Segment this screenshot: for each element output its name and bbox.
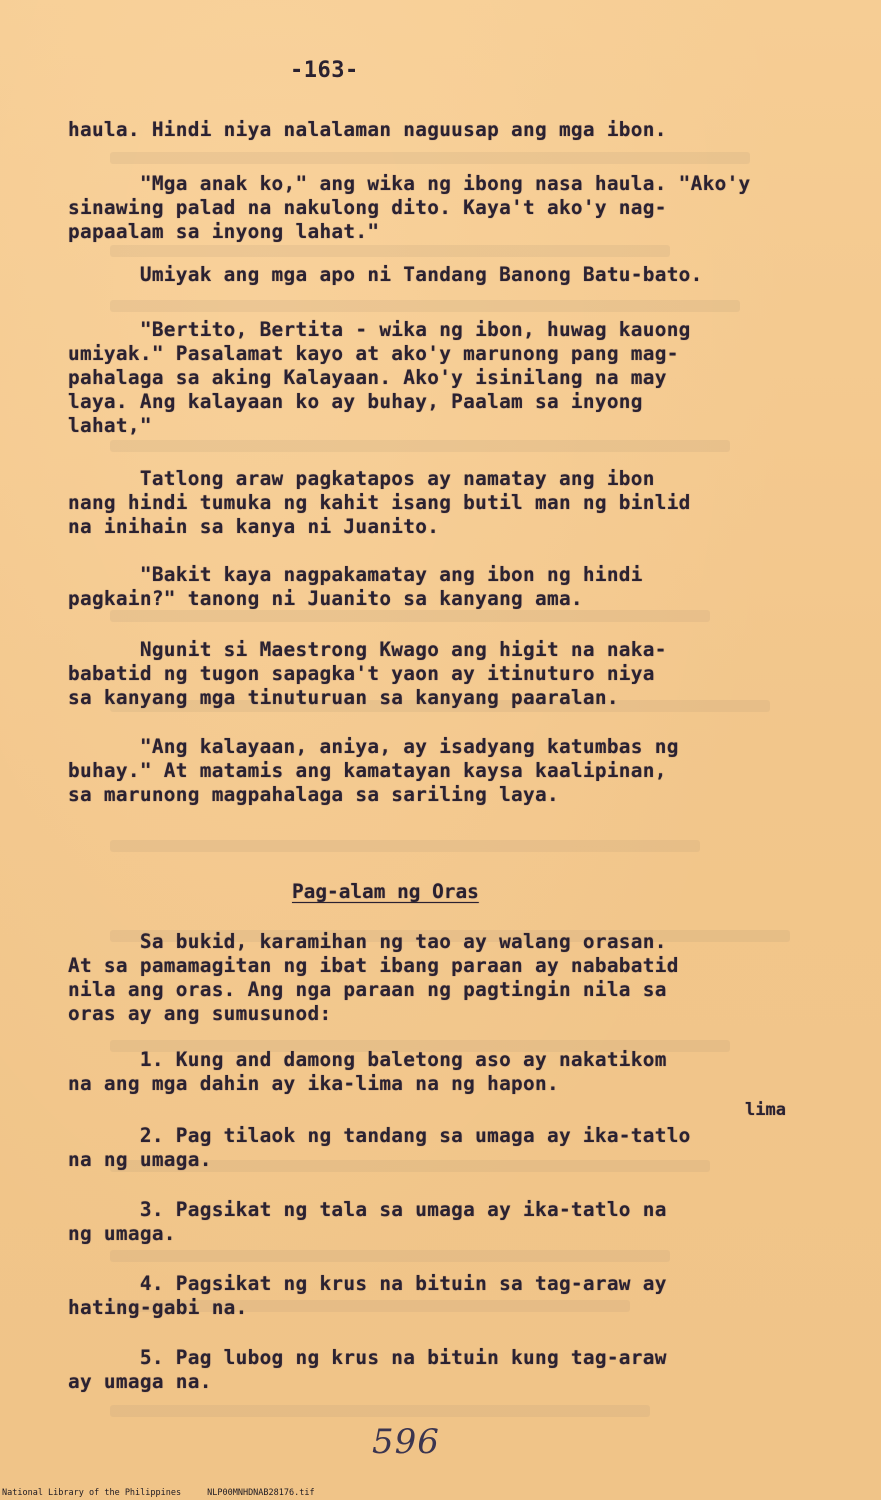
- list-item-4: 4. Pagsikat ng krus na bituin sa tag-araw ay hating-gabi na.: [68, 1272, 667, 1319]
- bleed-through-line: [110, 840, 700, 852]
- list-item-1: 1. Kung and damong baletong aso ay nakatikom na ang mga dahin ay ika-lima na ng hapon.: [68, 1048, 667, 1095]
- scan-footer: [2, 1488, 315, 1498]
- list-item-3: 3. Pagsikat ng tala sa umaga ay ika-tatlo na ng umaga.: [68, 1198, 667, 1245]
- paragraph-1: haula. Hindi niya nalalaman naguusap ang mga ibon.: [68, 118, 667, 141]
- page-number: -163-: [290, 58, 359, 83]
- footer-institution: National Library of the Philippines: [2, 1488, 182, 1498]
- footer-file-name: NLP00MNHDNAB28176.tif: [207, 1488, 315, 1498]
- paragraph-7: Ngunit si Maestrong Kwago ang higit na naka- babatid ng tugon sapagka't yaon ay itinuturo niya sa kanyang mga tinuturuan sa kanyang paaralan.: [68, 638, 667, 709]
- paragraph-8: "Ang kalayaan, aniya, ay isadyang katumbas ng buhay." At matamis ang kamatayan kaysa kaalipinan, sa marunong magpahalaga sa sariling laya.: [68, 735, 679, 806]
- bleed-through-line: [110, 300, 740, 312]
- section-heading: Pag-alam ng Oras: [292, 880, 479, 903]
- bleed-through-line: [110, 610, 710, 622]
- paragraph-3: Umiyak ang mga apo ni Tandang Banong Batu-bato.: [68, 263, 703, 286]
- handwritten-page-number: 596: [372, 1422, 440, 1462]
- bleed-through-line: [110, 1405, 650, 1417]
- bleed-through-line: [110, 440, 730, 452]
- list-item-5: 5. Pag lubog ng krus na bituin kung tag-araw ay umaga na.: [68, 1346, 667, 1393]
- paragraph-4: "Bertito, Bertita - wika ng ibon, huwag kauong umiyak." Pasalamat kayo at ako'y marunong pang mag- pahalaga sa aking Kalayaan. Ako'y isinilang na may laya. Ang kalayaan ko ay buhay, Paalam sa inyong lahat,": [68, 318, 691, 437]
- paragraph-6: "Bakit kaya nagpakamatay ang ibon ng hindi pagkain?" tanong ni Juanito sa kanyang ama.: [68, 563, 643, 610]
- bleed-through-line: [110, 1250, 670, 1262]
- list-item-2: 2. Pag tilaok ng tandang sa umaga ay ika-tatlo na ng umaga.: [68, 1124, 691, 1171]
- paragraph-2: "Mga anak ko," ang wika ng ibong nasa haula. "Ako'y sinawing palad na nakulong dito. Kaya't ako'y nag- papaalam sa inyong lahat.": [68, 172, 751, 243]
- bleed-through-line: [110, 152, 750, 164]
- paragraph-5: Tatlong araw pagkatapos ay namatay ang ibon nang hindi tumuka ng kahit isang butil man ng binlid na inihain sa kanya ni Juanito.: [68, 467, 691, 538]
- correction-insert: lima: [745, 1100, 786, 1120]
- bleed-through-line: [110, 245, 670, 257]
- paragraph-9: Sa bukid, karamihan ng tao ay walang orasan. At sa pamamagitan ng ibat ibang paraan ay nababatid nila ang oras. Ang nga paraan ng pagtingin nila sa oras ay ang sumusunod:: [68, 930, 679, 1025]
